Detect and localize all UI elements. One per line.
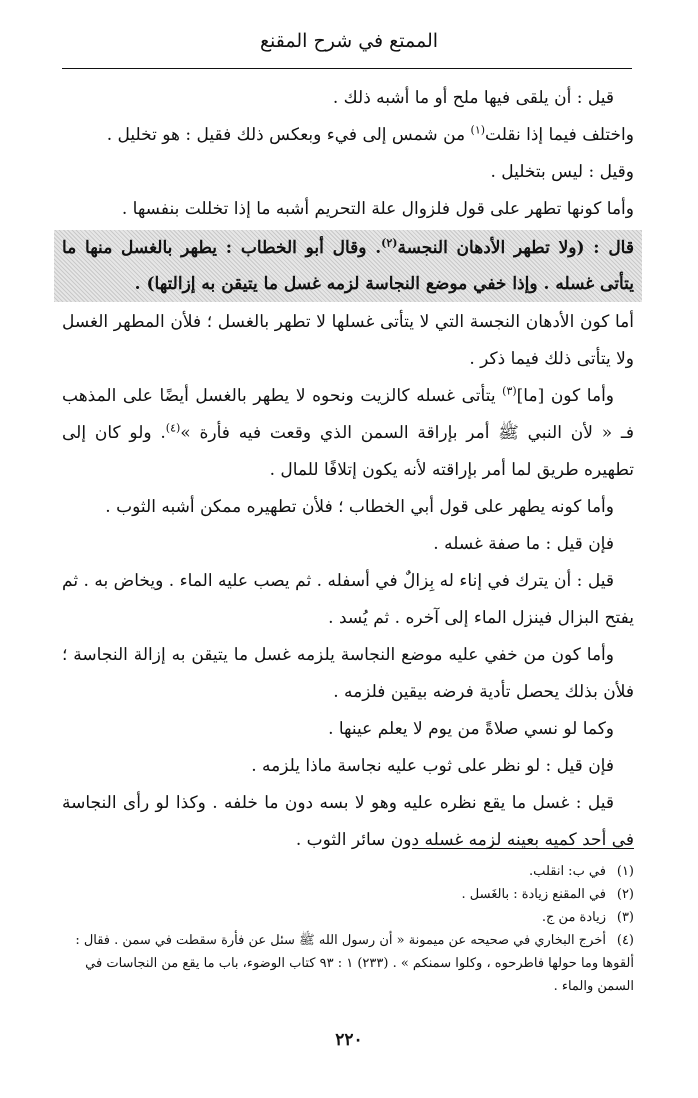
paragraph: فإن قيل : لو نظر على ثوب عليه نجاسة ماذا يلزمه . (251, 756, 614, 776)
page-number: ٢٢٠ (335, 1030, 363, 1050)
footnote-text: زيادة من ج. (541, 910, 606, 925)
footnote-number: (١) (616, 864, 634, 879)
paragraph: وأما كونها تطهر على قول فلزوال علة التحريم أشبه ما إذا تخللت بنفسها . (121, 199, 634, 219)
footnote-item (62, 860, 634, 883)
paragraph: فإن قيل : ما صفة غسله . (433, 534, 614, 554)
footnote-ref[interactable]: (١) (470, 123, 486, 137)
main-text (62, 80, 634, 859)
running-header-title: الممتع في شرح المقنع (259, 30, 439, 52)
paragraph: قيل : أن يترك في إناء له بِزالٌ في أسفله . ثم يصب عليه الماء . ويخاض به . ثم يفتح البزال فينزل الماء إلى آخره . ثم يُسد . (62, 571, 634, 628)
paragraph: واختلف فيما إذا نقلت$^{(١)}$ من شمس إلى فيء وبعكس ذلك فقيل : هو تخليل . (106, 123, 634, 145)
footnote-text: أخرج البخاري في صحيحه عن ميمونة « أن رسول الله ﷺ سئل عن فأرة سقطت في سمن . فقال : ألقوها وما حولها فاطرحوه ، وكلوا سمنكم » . (٢٣٣) ١ : ٩٣ كتاب الوضوء، باب ما يقع من النجاسات في السمن والماء . (75, 933, 634, 994)
footnote-text: في المقنع زيادة : بالغَسل . (461, 887, 606, 902)
header-divider (62, 68, 632, 69)
paragraph: وأما كون [ما]$^{(٣)}$ يتأتى غسله كالزيت ونحوه لا يطهر بالغسل أيضًا على المذهب فـ « لأن النبي ﷺ أمر بإراقة السمن الذي وقعت فيه فأرة »$^{(٤)}$. ولو كان إلى تطهيره طريق لما أمر بإراقته لأنه يكون إتلافًا للمال . (62, 384, 634, 480)
footnote-number: (٣) (616, 910, 634, 925)
footnote-ref[interactable]: (٢) (381, 236, 398, 250)
footnote-ref[interactable]: (٤) (165, 421, 181, 435)
matn-quote-block: قال : (ولا تطهر الأدهان النجسة$^{(٢)}$. وقال أبو الخطاب : يطهر بالغسل منها ما يتأتى غسله . وإذا خفي موضع النجاسة لزمه غسل ما يتيقن به إزالتها) . (54, 230, 642, 302)
paragraph: وأما كون من خفي عليه موضع النجاسة يلزمه غسل ما يتيقن به إزالة النجاسة ؛ فلأن بذلك يحصل تأدية فرضه بيقين فلزمه . (62, 645, 634, 702)
footnote-item (62, 906, 634, 929)
paragraph: أما كون الأدهان النجسة التي لا يتأتى غسلها لا تطهر بالغسل ؛ فلأن المطهر الغسل ولا يتأتى ذلك فيما ذكر . (62, 312, 634, 369)
paragraph: وكما لو نسي صلاةً من يوم لا يعلم عينها . (328, 719, 614, 739)
footnote-divider (412, 848, 634, 849)
paragraph: وقيل : ليس بتخليل . (490, 162, 634, 182)
footnote-item (62, 883, 634, 906)
footnote-number: (٤) (616, 933, 634, 948)
footnote-item (62, 929, 634, 998)
footnote-ref[interactable]: (٣) (502, 384, 517, 398)
paragraph: وأما كونه يطهر على قول أبي الخطاب ؛ فلأن تطهيره ممكن أشبه الثوب . (105, 497, 614, 517)
paragraph: قيل : غسل ما يقع نظره عليه وهو لا بسه دون ما خلفه . وكذا لو رأى النجاسة في أحد كميه بعينه لزمه غسله دون سائر الثوب . (62, 793, 634, 850)
footnote-text: في ب: انقلب. (529, 864, 606, 879)
footnote-number: (٢) (616, 887, 634, 902)
footnotes (62, 860, 634, 998)
paragraph: قيل : أن يلقى فيها ملح أو ما أشبه ذلك . (332, 88, 614, 108)
